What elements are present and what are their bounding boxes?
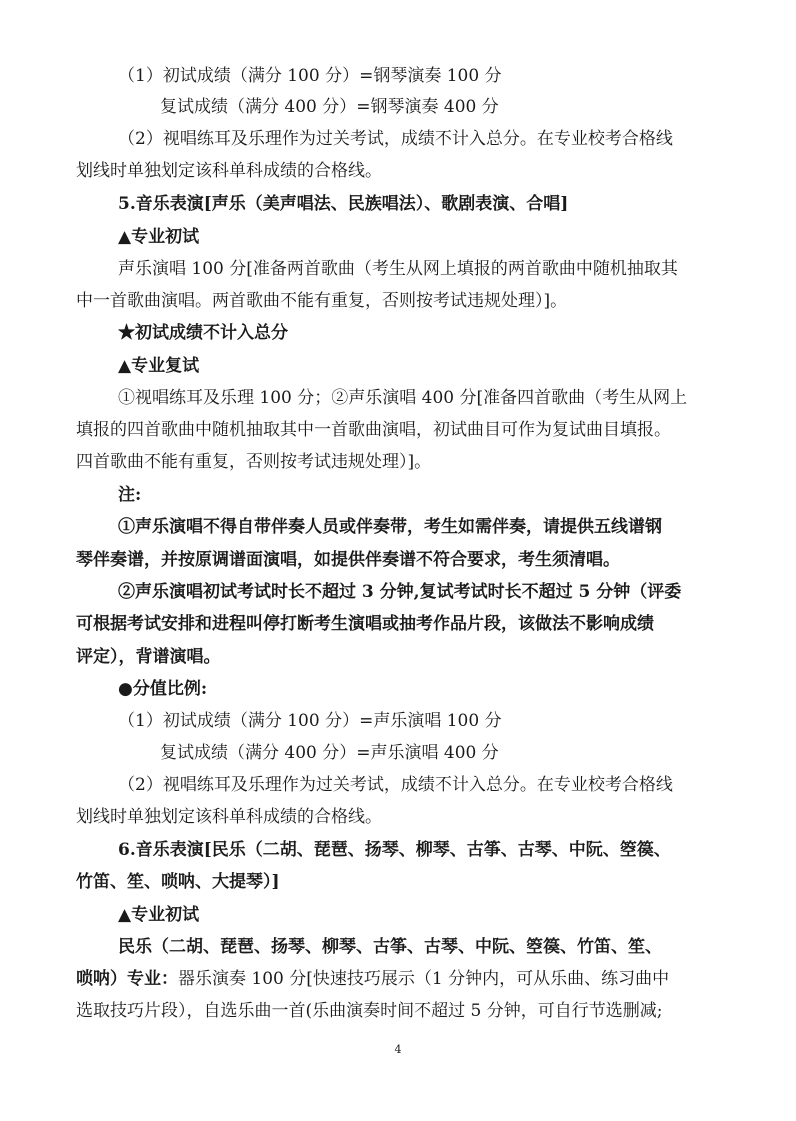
text-line-24: 划线时单独划定该科单科成绩的合格线。 bbox=[76, 807, 382, 827]
section-heading-5: 5.音乐表演[声乐（美声唱法、民族唱法）、歌剧表演、合唱] bbox=[118, 194, 569, 214]
subheading-initial-exam: ▲专业初试 bbox=[118, 227, 200, 247]
text-line-29 bbox=[0, 967, 796, 991]
text-line-2: 复试成绩（满分 400 分）=钢琴演奏 400 分 bbox=[160, 97, 499, 117]
text-line-7: 声乐演唱 100 分[准备两首歌曲（考生从网上填报的两首歌曲中随机抽取其 bbox=[118, 259, 678, 279]
text-line-4: 划线时单独划定该科单科成绩的合格线。 bbox=[76, 161, 382, 181]
text-line-21: （1）初试成绩（满分 100 分）=声乐演唱 100 分 bbox=[118, 711, 502, 731]
text-line-29-bold: 唢呐）专业： bbox=[76, 969, 178, 989]
text-line-22: 复试成绩（满分 400 分）=声乐演唱 400 分 bbox=[160, 743, 499, 763]
subheading-retest: ▲专业复试 bbox=[118, 356, 200, 376]
text-line-30: 选取技巧片段），自选乐曲一首(乐曲演奏时间不超过 5 分钟，可自行节选删减; bbox=[76, 1001, 663, 1021]
score-ratio-label: ●分值比例: bbox=[118, 679, 208, 699]
note-line-5: 评定），背谱演唱。 bbox=[76, 647, 221, 667]
text-line-13: 四首歌曲不能有重复，否则按考试违规处理）]。 bbox=[76, 452, 432, 472]
text-line-23: （2）视唱练耳及乐理作为过关考试，成绩不计入总分。在专业校考合格线 bbox=[118, 775, 673, 795]
section-heading-6: 6.音乐表演[民乐（二胡、琵琶、扬琴、柳琴、古筝、古琴、中阮、箜篌、 bbox=[118, 840, 671, 860]
note-line-2: 琴伴奏谱，并按原调谱面演唱，如提供伴奏谱不符合要求，考生须清唱。 bbox=[76, 550, 620, 570]
text-line-29-rest: 器乐演奏 100 分[快速技巧展示（1 分钟内，可从乐曲、练习曲中 bbox=[178, 969, 670, 989]
note-line-3: ②声乐演唱初试考试时长不超过 3 分钟,复试考试时长不超过 5 分钟（评委 bbox=[118, 582, 682, 602]
note-label: 注: bbox=[118, 485, 142, 505]
page-number: 4 bbox=[394, 1043, 402, 1056]
note-line-1: ①声乐演唱不得自带伴奏人员或伴奏带，考生如需伴奏，请提供五线谱钢 bbox=[118, 517, 662, 537]
subheading-initial-exam-2: ▲专业初试 bbox=[118, 905, 200, 925]
section-heading-6-cont: 竹笛、笙、唢呐、大提琴）] bbox=[76, 872, 280, 892]
text-line-8: 中一首歌曲演唱。两首歌曲不能有重复，否则按考试违规处理）]。 bbox=[76, 291, 568, 311]
text-line-12: 填报的四首歌曲中随机抽取其中一首歌曲演唱，初试曲目可作为复试曲目填报。 bbox=[76, 420, 671, 440]
text-line-28: 民乐（二胡、琵琶、扬琴、柳琴、古筝、古琴、中阮、箜篌、竹笛、笙、 bbox=[118, 937, 662, 957]
text-line-1: （1）初试成绩（满分 100 分）=钢琴演奏 100 分 bbox=[118, 66, 502, 86]
text-line-3: （2）视唱练耳及乐理作为过关考试，成绩不计入总分。在专业校考合格线 bbox=[118, 129, 673, 149]
note-line-4: 可根据考试安排和进程叫停打断考生演唱或抽考作品片段，该做法不影响成绩 bbox=[76, 614, 654, 634]
note-star-line: ★初试成绩不计入总分 bbox=[118, 323, 288, 343]
text-line-11: ①视唱练耳及乐理 100 分；②声乐演唱 400 分[准备四首歌曲（考生从网上 bbox=[118, 388, 688, 408]
